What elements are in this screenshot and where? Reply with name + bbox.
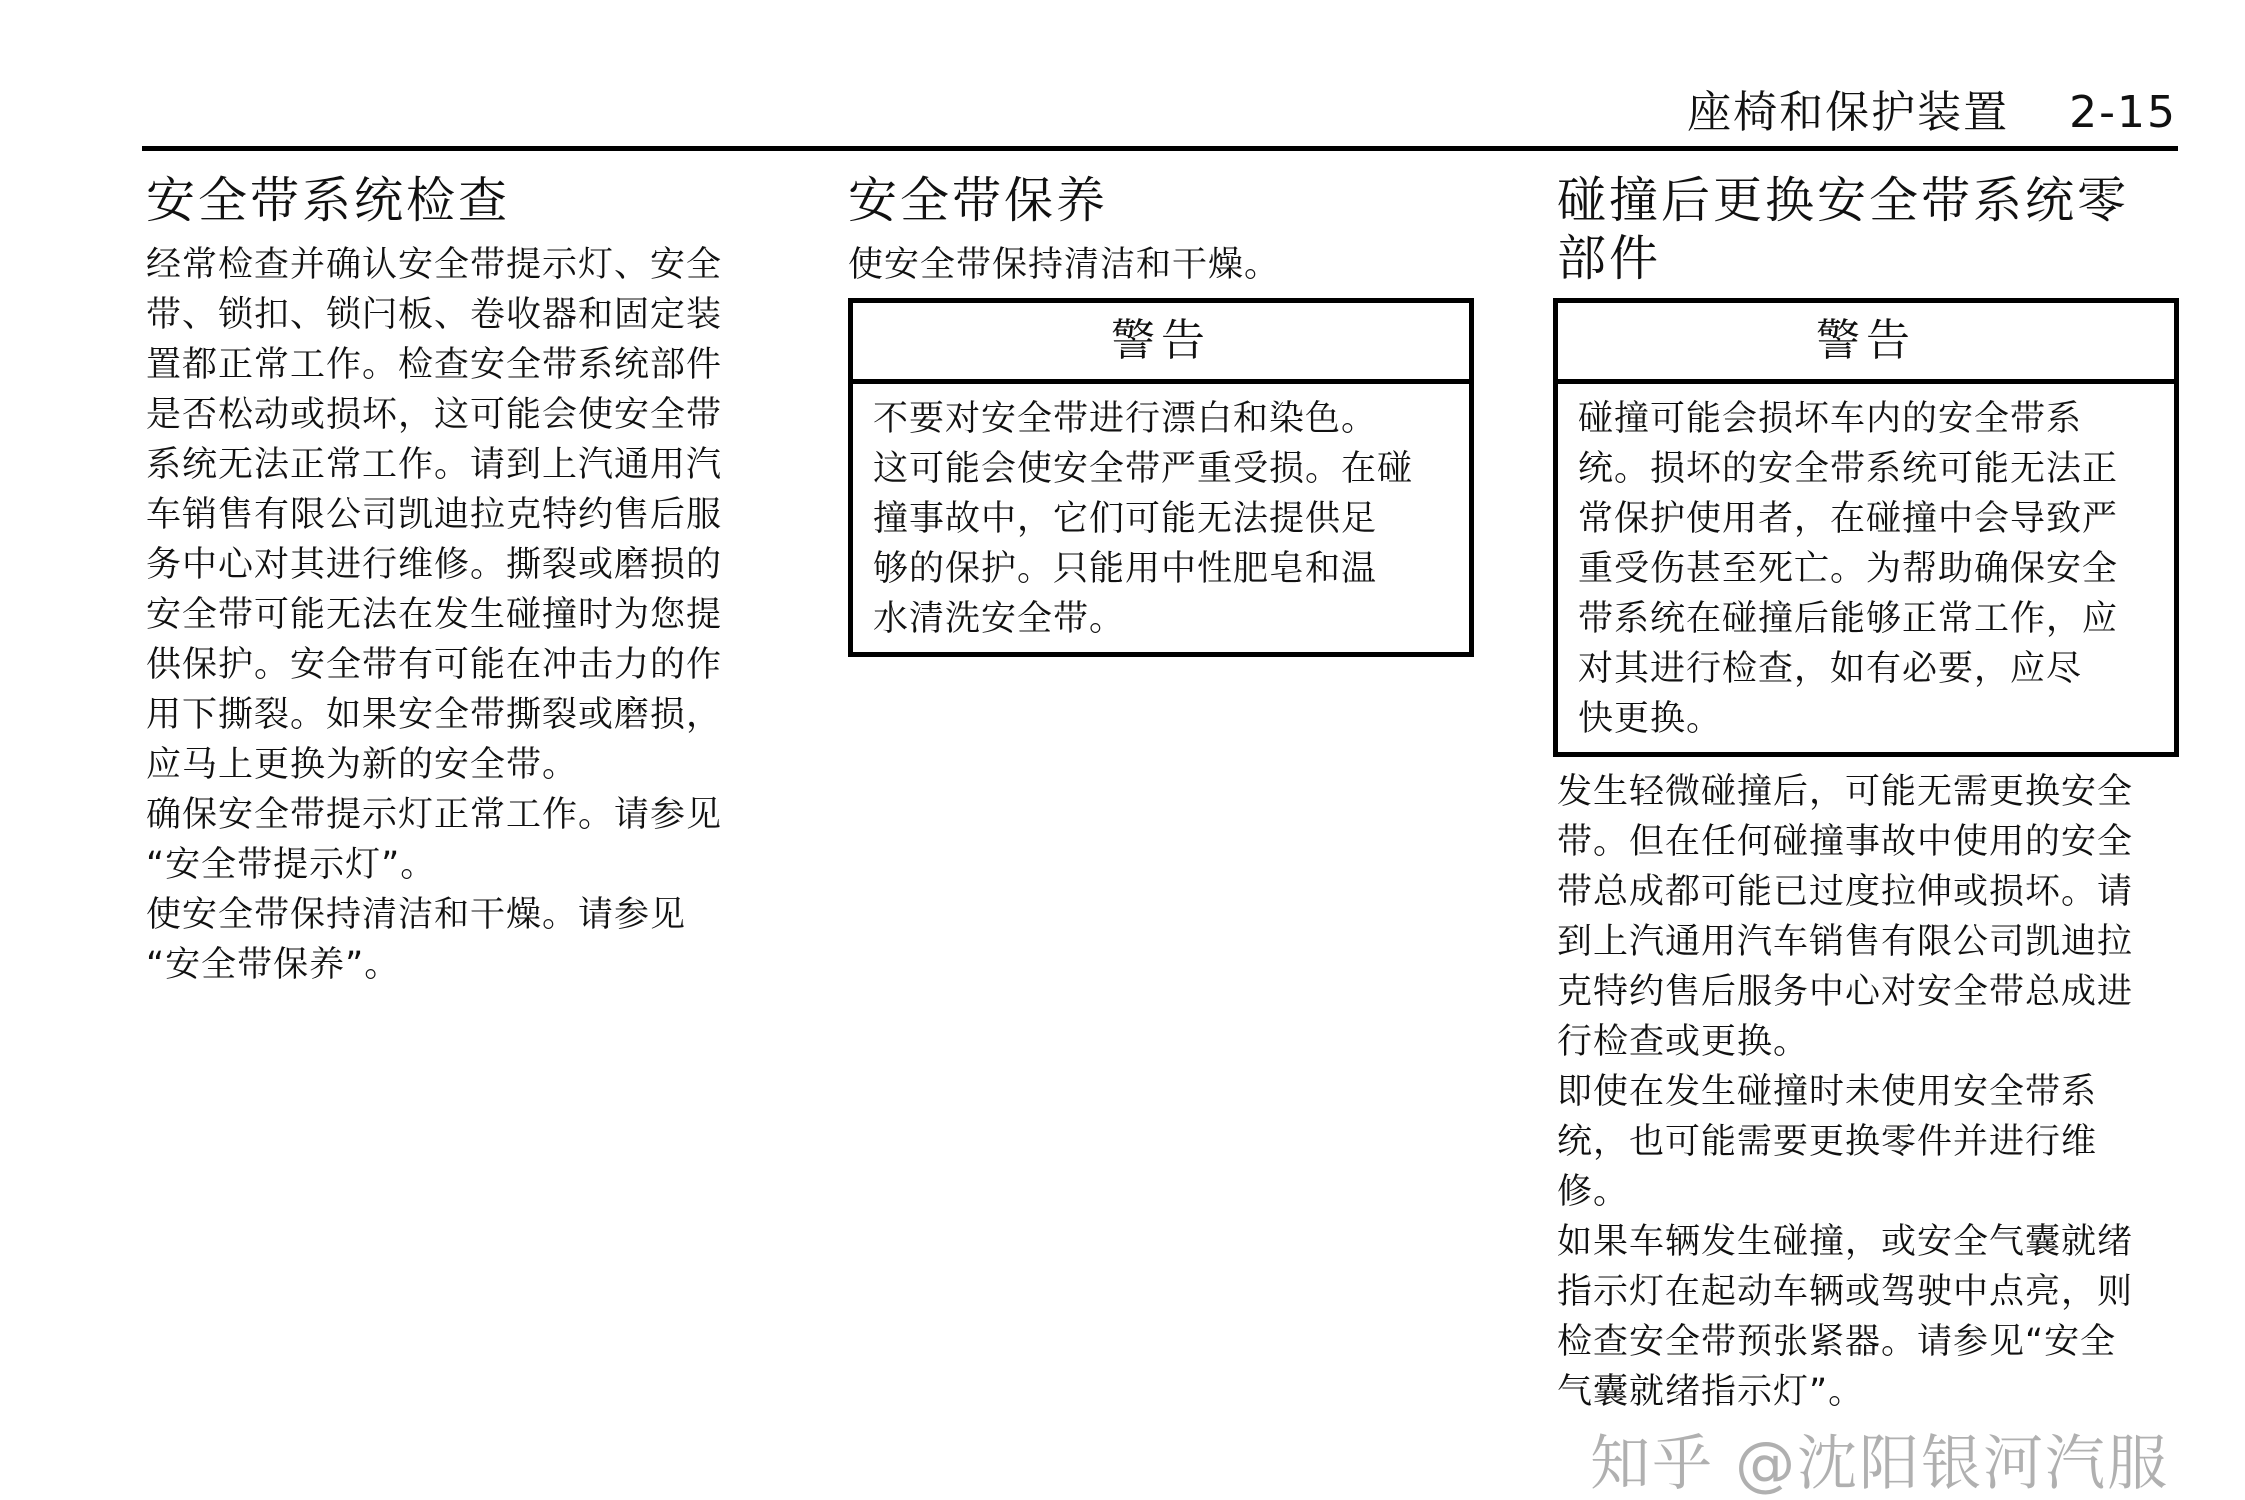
text-line: 克特约售后服务中心对安全带总成进 [1557, 972, 2134, 1012]
column-seatbelt-care [848, 172, 1474, 667]
text-line: 撞事故中，它们可能无法提供足 [873, 499, 1378, 539]
column-seatbelt-check [146, 172, 786, 990]
page-number: 2-15 [2069, 87, 2177, 138]
text-line: 指示灯在起动车辆或驾驶中点亮，则 [1557, 1272, 2134, 1312]
text-line: 经常检查并确认安全带提示灯、安全 [146, 245, 723, 285]
warning-body [853, 384, 1469, 652]
text-line: 使安全带保持清洁和干燥。请参见 [146, 895, 687, 935]
watermark: 知乎 @沈阳银河汽服 [1590, 1429, 2170, 1499]
section-heading: 安全带系统检查 [146, 172, 511, 229]
text-line: “安全带提示灯”。 [146, 845, 437, 885]
warning-title: 警告 [853, 303, 1469, 384]
text-line: 到上汽通用汽车销售有限公司凯迪拉 [1557, 922, 2134, 962]
text-line: 带、锁扣、锁闩板、卷收器和固定装 [146, 295, 723, 335]
text-line: 统，也可能需要更换零件并进行维 [1557, 1122, 2098, 1162]
text-line: 安全带可能无法在发生碰撞时为您提 [146, 595, 723, 635]
text-line: “安全带保养”。 [146, 945, 401, 985]
text-line: 不要对安全带进行漂白和染色。 [873, 399, 1378, 439]
intro-text: 使安全带保持清洁和干燥。 [848, 245, 1281, 285]
text-line: 车销售有限公司凯迪拉克特约售后服 [146, 495, 723, 535]
warning-title: 警告 [1558, 303, 2174, 384]
text-line: 够的保护。只能用中性肥皂和温 [873, 549, 1378, 589]
text-line: 即使在发生碰撞时未使用安全带系 [1557, 1072, 2098, 1112]
heading-line: 碰撞后更换安全带系统零 [1557, 172, 2130, 229]
text-line: 常保护使用者，在碰撞中会导致严 [1578, 499, 2119, 539]
text-line: 用下撕裂。如果安全带撕裂或磨损， [146, 695, 723, 735]
warning-body [1558, 384, 2174, 752]
column-replace-after-crash [1553, 172, 2179, 1417]
section-heading [1553, 172, 2179, 288]
text-line: 重受伤甚至死亡。为帮助确保安全 [1578, 549, 2119, 589]
warning-box [848, 298, 1474, 657]
text-line: 气囊就绪指示灯”。 [1557, 1372, 1865, 1412]
warning-box [1553, 298, 2179, 757]
header-rule [142, 146, 2178, 151]
text-line: 行检查或更换。 [1557, 1022, 1810, 1062]
text-line: 如果车辆发生碰撞，或安全气囊就绪 [1557, 1222, 2134, 1262]
text-line: 统。损坏的安全带系统可能无法正 [1578, 449, 2119, 489]
section-body [146, 240, 786, 990]
text-line: 检查安全带预张紧器。请参见“安全 [1557, 1322, 2117, 1362]
section-body [1553, 767, 2179, 1417]
text-line: 系统无法正常工作。请到上汽通用汽 [146, 445, 723, 485]
text-line: 发生轻微碰撞后，可能无需更换安全 [1557, 772, 2134, 812]
section-title: 座椅和保护装置 [1687, 87, 2010, 138]
text-line: 确保安全带提示灯正常工作。请参见 [146, 795, 723, 835]
text-line: 修。 [1557, 1172, 1630, 1212]
running-header [1687, 76, 2177, 140]
text-line: 对其进行检查，如有必要，应尽 [1578, 649, 2083, 689]
text-line: 带总成都可能已过度拉伸或损坏。请 [1557, 872, 2134, 912]
text-line: 这可能会使安全带严重受损。在碰 [873, 449, 1414, 489]
text-line: 务中心对其进行维修。撕裂或磨损的 [146, 545, 723, 585]
text-line: 带系统在碰撞后能够正常工作，应 [1578, 599, 2119, 639]
text-line: 是否松动或损坏，这可能会使安全带 [146, 395, 723, 435]
heading-line: 部件 [1557, 230, 1662, 287]
text-line: 快更换。 [1578, 699, 1723, 739]
text-line: 碰撞可能会损坏车内的安全带系 [1578, 399, 2083, 439]
section-heading: 安全带保养 [848, 172, 1109, 229]
text-line: 水清洗安全带。 [873, 599, 1126, 639]
text-line: 带。但在任何碰撞事故中使用的安全 [1557, 822, 2134, 862]
text-line: 供保护。安全带有可能在冲击力的作 [146, 645, 723, 685]
text-line: 应马上更换为新的安全带。 [146, 745, 579, 785]
text-line: 置都正常工作。检查安全带系统部件 [146, 345, 723, 385]
